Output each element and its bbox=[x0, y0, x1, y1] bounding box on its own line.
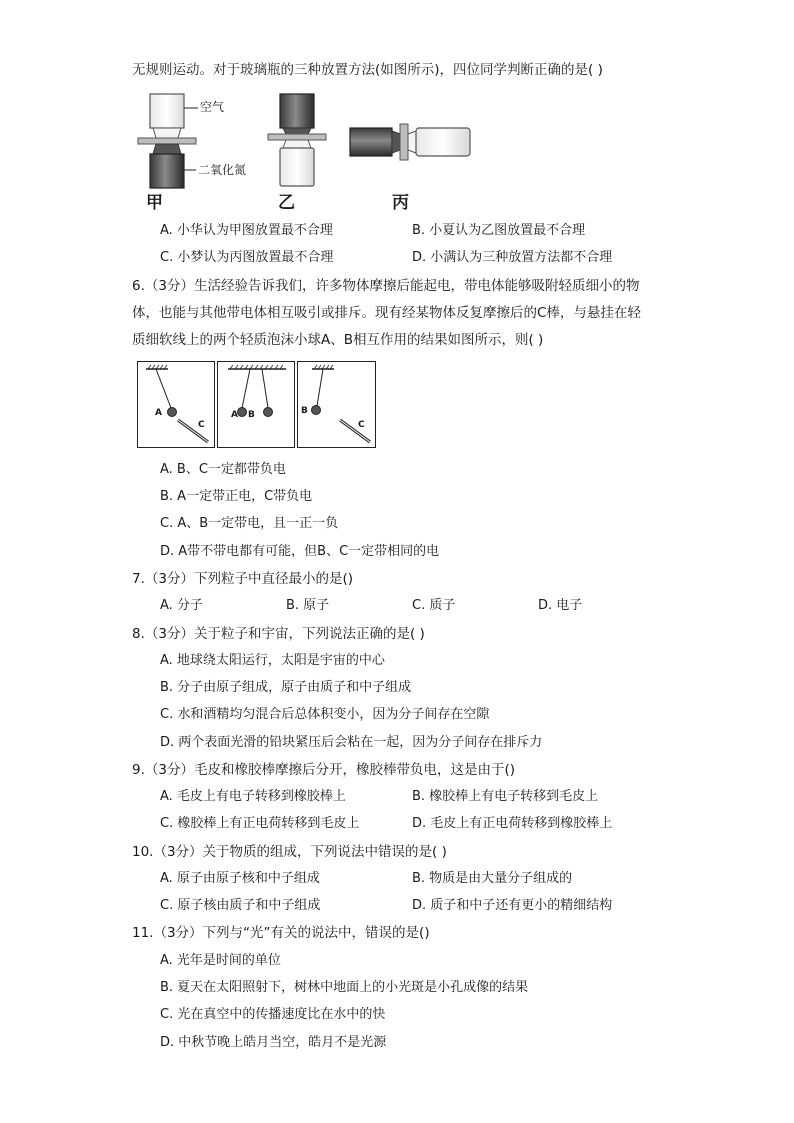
rod-c-label-3: C bbox=[358, 420, 365, 430]
q6-panel-3 bbox=[297, 361, 376, 448]
q9-option-c: C. 橡胶棒上有正电荷转移到毛皮上 bbox=[160, 816, 360, 831]
q10-stem: 10.（3分）关于物质的组成，下列说法中错误的是( ) bbox=[132, 844, 447, 860]
q7-stem: 7.（3分）下列粒子中直径最小的是() bbox=[132, 571, 354, 587]
q11-option-a: A. 光年是时间的单位 bbox=[160, 953, 281, 968]
bottle-setup-jia bbox=[138, 94, 198, 188]
q9-option-d: D. 毛皮上有正电荷转移到橡胶棒上 bbox=[412, 816, 613, 831]
q11-option-d: D. 中秋节晚上皓月当空，皓月不是光源 bbox=[160, 1035, 387, 1050]
ball-b-label-2: B bbox=[248, 410, 255, 420]
bottle-setup-bing bbox=[350, 124, 470, 160]
q10-option-d: D. 质子和中子还有更小的精细结构 bbox=[412, 898, 613, 913]
q6-stem-line1: 6.（3分）生活经验告诉我们，许多物体摩擦后能起电，带电体能够吸附轻质细小的物 bbox=[132, 278, 640, 294]
panel-label-jia: 甲 bbox=[146, 193, 163, 213]
q10-option-a: A. 原子由原子核和中子组成 bbox=[160, 871, 320, 886]
q5-option-a: A. 小华认为甲图放置最不合理 bbox=[160, 223, 333, 238]
q6-option-c: C. A、B一定带电，且一正一负 bbox=[160, 516, 339, 531]
q11-option-c: C. 光在真空中的传播速度比在水中的快 bbox=[160, 1007, 386, 1022]
q9-stem: 9.（3分）毛皮和橡胶棒摩擦后分开，橡胶棒带负电，这是由于() bbox=[132, 762, 516, 778]
q11-stem: 11.（3分）下列与“光”有关的说法中，错误的是() bbox=[132, 925, 430, 941]
q5-bottles-diagram bbox=[128, 88, 528, 218]
q7-option-c: C. 质子 bbox=[412, 598, 456, 613]
air-label: 空气 bbox=[200, 100, 225, 114]
q7-option-b: B. 原子 bbox=[286, 598, 330, 613]
rod-c-label-1: C bbox=[198, 420, 205, 430]
q8-stem: 8.（3分）关于粒子和宇宙，下列说法正确的是( ) bbox=[132, 626, 425, 642]
q7-option-d: D. 电子 bbox=[538, 598, 583, 613]
q8-option-d: D. 两个表面光滑的铅块紧压后会粘在一起，因为分子间存在排斥力 bbox=[160, 735, 543, 750]
panel-label-yi: 乙 bbox=[278, 193, 295, 213]
q10-option-c: C. 原子核由质子和中子组成 bbox=[160, 898, 321, 913]
q6-stem-line3: 质细软线上的两个轻质泡沫小球A、B相互作用的结果如图所示，则( ) bbox=[132, 332, 544, 348]
q5-option-b: B. 小夏认为乙图放置最不合理 bbox=[412, 223, 586, 238]
q7-option-a: A. 分子 bbox=[160, 598, 203, 613]
q6-panel-2 bbox=[217, 361, 295, 448]
q5-figure bbox=[128, 88, 528, 218]
bottle-setup-yi bbox=[268, 94, 326, 186]
panel-label-bing: 丙 bbox=[392, 193, 409, 213]
q8-option-c: C. 水和酒精均匀混合后总体积变小，因为分子间存在空隙 bbox=[160, 707, 490, 722]
ball-a-label-1: A bbox=[155, 408, 162, 418]
q5-stem-tail: 无规则运动。对于玻璃瓶的三种放置方法(如图所示)，四位同学判断正确的是( ) bbox=[132, 62, 603, 78]
q6-panel-1 bbox=[137, 361, 215, 448]
q6-figure bbox=[137, 361, 377, 449]
ball-a-label-2: A bbox=[231, 410, 238, 420]
q8-option-a: A. 地球绕太阳运行，太阳是宇宙的中心 bbox=[160, 653, 385, 668]
q9-option-a: A. 毛皮上有电子转移到橡胶棒上 bbox=[160, 789, 346, 804]
q6-option-d: D. A带不带电都有可能，但B、C一定带相同的电 bbox=[160, 544, 440, 559]
q8-option-b: B. 分子由原子组成，原子由质子和中子组成 bbox=[160, 680, 412, 695]
q10-option-b: B. 物质是由大量分子组成的 bbox=[412, 871, 573, 886]
ball-b-label-3: B bbox=[301, 406, 308, 416]
q9-option-b: B. 橡胶棒上有电子转移到毛皮上 bbox=[412, 789, 599, 804]
q5-option-d: D. 小满认为三种放置方法都不合理 bbox=[412, 250, 613, 265]
no2-label: 二氧化氮 bbox=[198, 163, 247, 177]
q6-stem-line2: 体，也能与其他带电体相互吸引或排斥。现有经某物体反复摩擦后的C棒，与悬挂在轻 bbox=[132, 305, 641, 321]
q6-option-a: A. B、C一定都带负电 bbox=[160, 462, 286, 477]
q11-option-b: B. 夏天在太阳照射下，树林中地面上的小光斑是小孔成像的结果 bbox=[160, 980, 529, 995]
q6-option-b: B. A一定带正电，C带负电 bbox=[160, 489, 313, 504]
q5-option-c: C. 小梦认为丙图放置最不合理 bbox=[160, 250, 334, 265]
